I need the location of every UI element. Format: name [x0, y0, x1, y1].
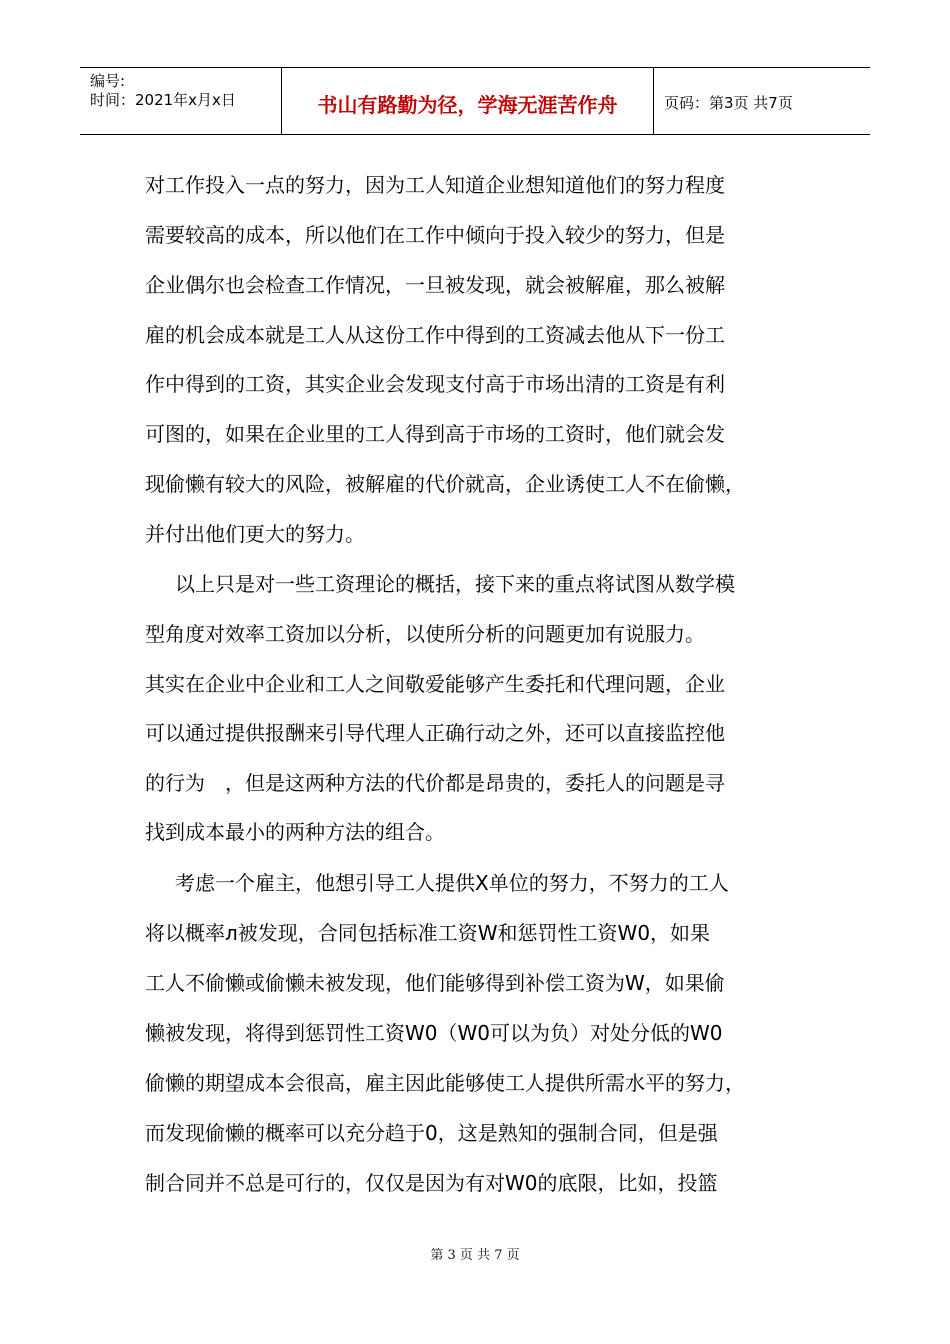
text-line: 找到成本最小的两种方法的组合。	[145, 820, 445, 844]
body-text	[145, 0, 825, 1200]
text-line: 作中得到的工资，其实企业会发现支付高于市场出清的工资是有利	[145, 372, 725, 396]
text-line: 考虑一个雇主，他想引导工人提供X单位的努力，不努力的工人	[175, 871, 729, 895]
text-line: 以上只是对一些工资理论的概括，接下来的重点将试图从数学模	[175, 572, 735, 596]
text-line: 制合同并不总是可行的，仅仅是因为有对W0的底限，比如，投篮	[145, 1171, 718, 1195]
text-line: 现偷懒有较大的风险，被解雇的代价就高，企业诱使工人不在偷懒，	[145, 472, 745, 496]
text-line: 需要较高的成本，所以他们在工作中倾向于投入较少的努力，但是	[145, 223, 725, 247]
text-line: 而发现偷懒的概率可以充分趋于0，这是熟知的强制合同，但是强	[145, 1121, 718, 1145]
text-line: 懒被发现，将得到惩罚性工资W0（W0可以为负）对处分低的W0	[145, 1021, 723, 1045]
text-line: 可以通过提供报酬来引导代理人正确行动之外，还可以直接监控他	[145, 721, 725, 745]
text-line: 型角度对效率工资加以分析，以使所分析的问题更加有说服力。	[145, 622, 705, 646]
header-motto: 书山有路勤为径，学海无涯苦作舟	[317, 93, 618, 117]
text-line: 对工作投入一点的努力，因为工人知道企业想知道他们的努力程度	[145, 173, 725, 197]
text-line: 工人不偷懒或偷懒未被发现，他们能够得到补偿工资为W，如果偷	[145, 971, 725, 995]
text-line: 将以概率л被发现，合同包括标准工资W和惩罚性工资W0，如果	[145, 921, 711, 945]
document-number-label: 编号:	[90, 72, 126, 90]
document-time-label: 时间：2021年x月x日	[90, 91, 236, 109]
text-line: 其实在企业中企业和工人之间敬爱能够产生委托和代理问题，企业	[145, 672, 725, 696]
header-page-label: 页码：第3页 共7页	[664, 94, 793, 112]
text-line: 偷懒的期望成本会很高，雇主因此能够使工人提供所需水平的努力，	[145, 1071, 745, 1095]
text-line: 可图的，如果在企业里的工人得到高于市场的工资时，他们就会发	[145, 422, 725, 446]
text-line: 企业偶尔也会检查工作情况，一旦被发现，就会被解雇，那么被解	[145, 273, 725, 297]
text-line: 雇的机会成本就是工人从这份工作中得到的工资减去他从下一份工	[145, 323, 725, 347]
text-line: 的行为 ，但是这两种方法的代价都是昂贵的，委托人的问题是寻	[145, 771, 725, 795]
page-footer: 第 3 页 共 7 页	[430, 1248, 520, 1263]
text-line: 并付出他们更大的努力。	[145, 522, 365, 546]
